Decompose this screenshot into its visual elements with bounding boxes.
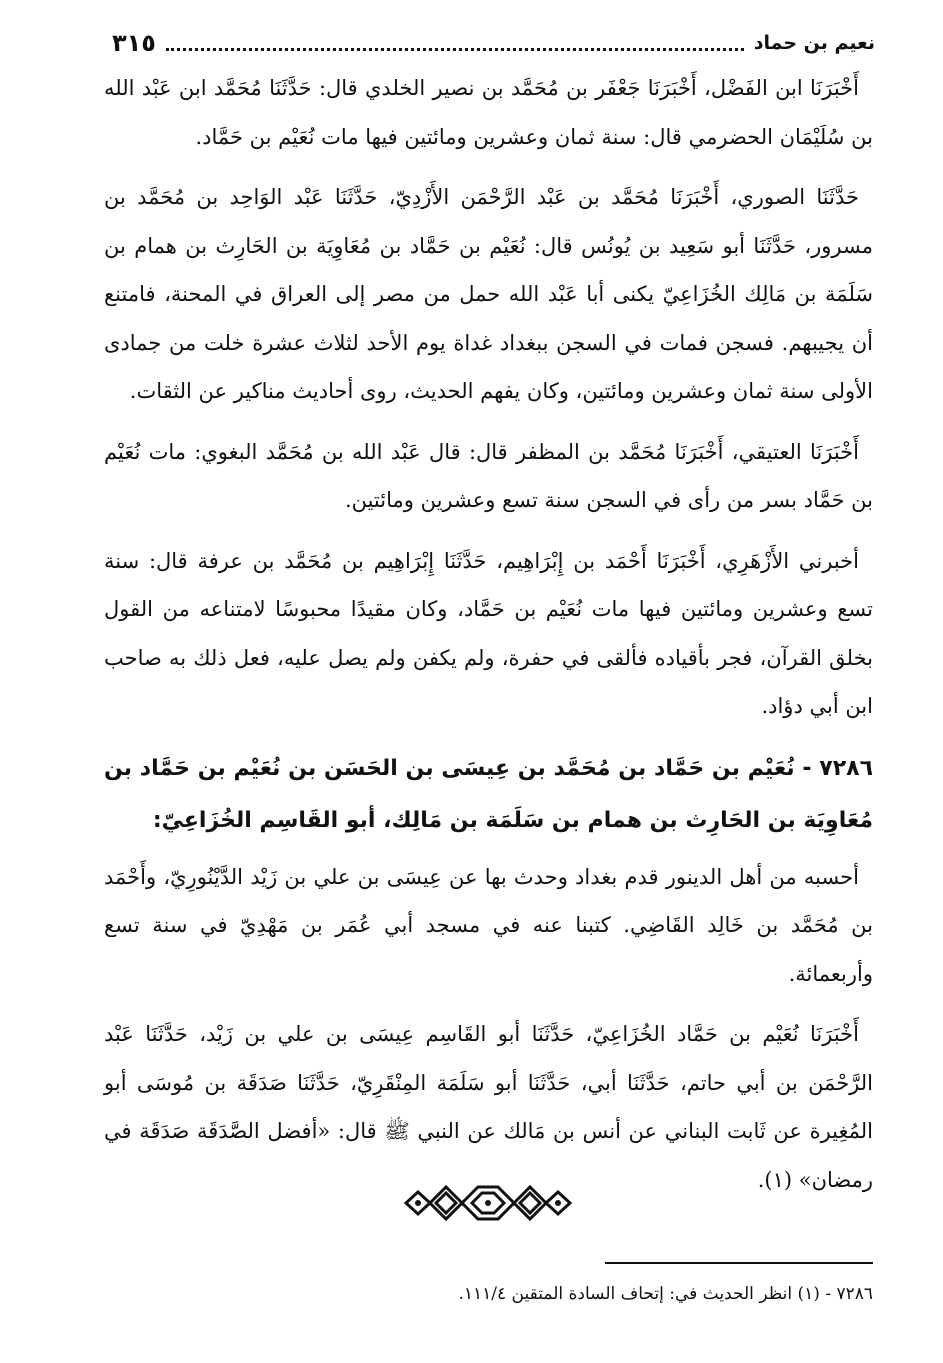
page-number: ٣١٥ [112,29,156,57]
page-header [112,26,875,60]
ornament-divider [402,1178,574,1228]
paragraph-2: حَدَّثَنَا الصوري، أَخْبَرَنَا مُحَمَّد بن عَبْد الرَّحْمَن الأَزْدِيّ، حَدَّثَنَا عَبْد الوَاحِد بن مُحَمَّد بن مسرور، حَدَّثَنَا أبو سَعِيد بن يُونُس قال: نُعَيْم بن حَمَّاد بن مُعَاوِيَة بن الحَارِث بن همام بن سَلَمَة بن مَالِك الخُزَاعِيّ يكنى أبا عَبْد الله حمل من مصر إلى العراق في المحنة، فامتنع أن يجيبهم. فسجن فمات في السجن ببغداد غداة يوم الأحد لثلاث عشرة خلت من جمادى الأولى سنة ثمان وعشرين ومائتين، وكان يفهم الحديث، روى أحاديث مناكير عن الثقات. [104,185,874,403]
entry-heading: ٧٢٨٦ - نُعَيْم بن حَمَّاد بن مُحَمَّد بن عِيسَى بن الحَسَن بن نُعَيْم بن حَمَّاد بن مُعَاوِيَة بن الحَارِث بن همام بن سَلَمَة بن مَالِك، أبو القَاسِم الخُزَاعِيّ: [104,755,873,833]
entry-paragraph-1: أحسبه من أهل الدينور قدم بغداد وحدث بها عن عِيسَى بن علي بن زَيْد الدَّيْنُورِيّ، وأَحْمَد بن مُحَمَّد بن خَالِد القَاضِي. كتبنا عنه في مسجد أبي عُمَر بن مَهْدِيّ في سنة تسع وأربعمائة. [104,864,873,986]
running-title: نعيم بن حماد [753,32,875,54]
paragraph-1: أَخْبَرَنَا ابن الفَضْل، أَخْبَرَنَا جَعْفَر بن مُحَمَّد بن نصير الخلدي قال: حَدَّثَنَا مُحَمَّد ابن عَبْد الله بن سُلَيْمَان الحضرمي قال: سنة ثمان وعشرين ومائتين فيها مات نُعَيْم بن حَمَّاد. [104,76,873,149]
header-dot-leader [166,48,744,51]
paragraph-4: أخبرني الأَزْهَرِي، أَخْبَرَنَا أَحْمَد بن إِبْرَاهِيم، حَدَّثَنَا إِبْرَاهِيم بن مُحَمَّد بن عرفة قال: سنة تسع وعشرين ومائتين فيها مات نُعَيْم بن حَمَّاد، وكان مقيدًا محبوسًا لامتناعه من القول بخلق القرآن، فجر بأقياده فألقى في حفرة، ولم يكفن ولم يصل عليه، فعل ذلك به صاحب ابن أبي دؤاد. [104,548,873,718]
paragraph-3: أَخْبَرَنَا العتيقي، أَخْبَرَنَا مُحَمَّد بن المظفر قال: قال عَبْد الله بن مُحَمَّد البغوي: مات نُعَيْم بن حَمَّاد بسر من رأى في السجن سنة تسع وعشرين ومائتين. [104,439,873,512]
entry-paragraph-2: أَخْبَرَنَا نُعَيْم بن حَمَّاد الخُزَاعِيّ، حَدَّثَنَا أبو القَاسِم عِيسَى بن علي بن زَيْد، حَدَّثَنَا عَبْد الرَّحْمَن بن أبي حاتم، حَدَّثَنَا أبي، حَدَّثَنَا أبو سَلَمَة المِنْقَرِيّ، حَدَّثَنَا صَدَقَة بن مُوسَى أبو المُغِيرة عن ثَابت البناني عن أنس بن مَالك عن النبي ﷺ قال: «أفضل الصَّدَقَة صَدَقَة في رمضان» (١). [104,1022,873,1192]
footnote: ٧٢٨٦ - (١) انظر الحديث في: إتحاف السادة المتقين ١١١/٤. [458,1284,873,1304]
footnote-rule [605,1262,873,1264]
page-body [104,64,873,1216]
